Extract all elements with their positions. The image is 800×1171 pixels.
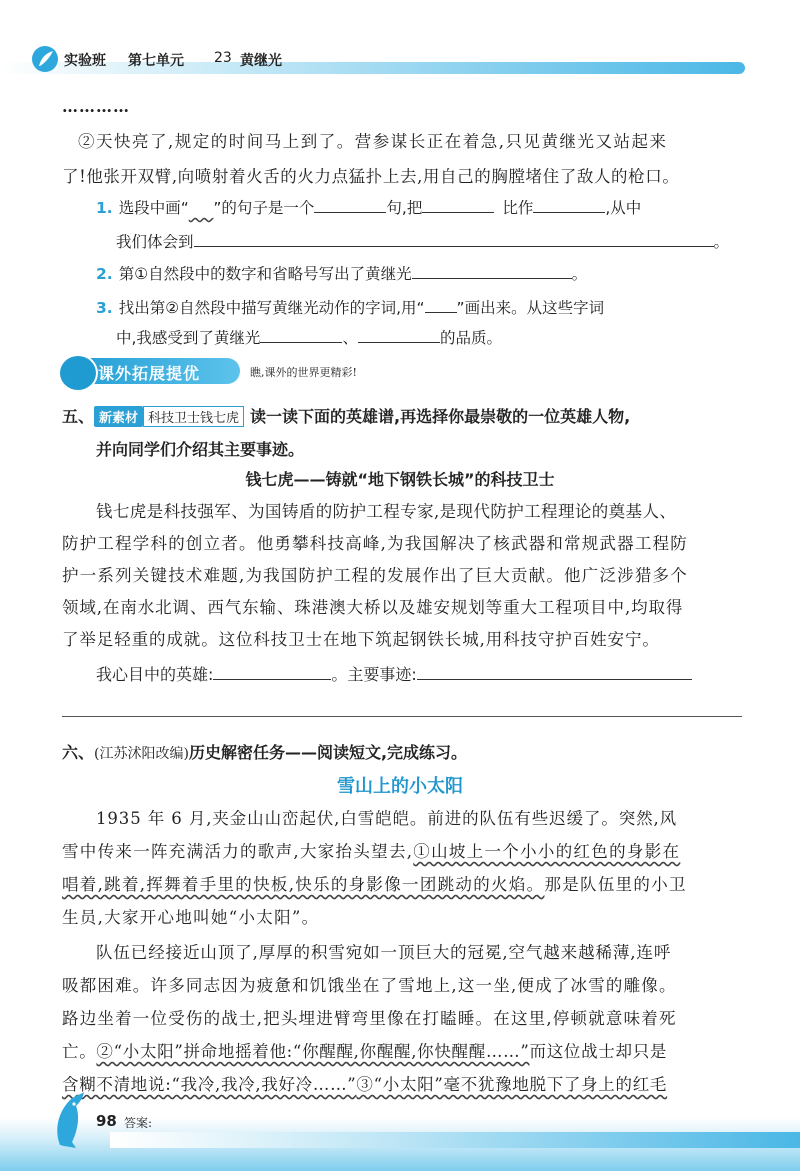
new-material-badge: 新素材 (94, 406, 143, 427)
story-text: 那是队伍里的小卫 (544, 875, 687, 894)
question-text: ”的句子是一个 (213, 199, 315, 217)
footer-bar (110, 1132, 800, 1148)
question-text: 我们体会到 (116, 233, 194, 251)
story-title: 雪山上的小太阳 (337, 776, 463, 797)
passage-line: 防护工程学科的创立者。他勇攀科技高峰,为我国解决了核武器和常规武器工程防 (62, 534, 688, 553)
answer-blank[interactable] (260, 328, 342, 343)
passage-line: 领域,在南水北调、西气东输、珠港澳大桥以及雄安规划等重大工程项目中,均取得 (62, 598, 684, 617)
wavy-underlined-sentence: ①山坡上一个小小的红色的身影在 (413, 842, 681, 861)
question-3 (96, 296, 604, 318)
wavy-underlined-sentence: ②“小太阳”拼命地摇着他:“你醒醒,你醒醒,你快醒醒……” (96, 1042, 530, 1061)
extension-section-tag (60, 358, 240, 384)
question-5-prompt (62, 404, 630, 427)
hero-label: 我心目中的英雄: (96, 665, 214, 684)
question-3-line2 (116, 326, 502, 348)
answer-blank[interactable] (213, 665, 331, 680)
ellipsis: ………… (62, 97, 130, 116)
story-text: 雪中传来一阵充满活力的歌声,大家抬头望去, (62, 842, 414, 861)
question-text: 。 (713, 233, 730, 251)
question-number: 六、 (62, 743, 95, 762)
answer-blank[interactable] (533, 198, 605, 213)
question-text: 句,把 (386, 199, 423, 217)
question-text: 读一读下面的英雄谱,再选择你最崇敬的一位英雄人物, (250, 407, 631, 426)
topic-badge: 科技卫士钱七虎 (143, 406, 244, 427)
question-1-line2 (116, 230, 729, 252)
question-number: 1. (96, 199, 113, 217)
wavy-underlined-sentence: ③“小太阳”毫不犹豫地脱下了身上的红毛 (356, 1075, 668, 1094)
header-bar (0, 62, 745, 74)
question-1 (96, 196, 641, 218)
answer-line[interactable] (62, 716, 742, 717)
lesson-number: 23 (214, 50, 232, 66)
underline-sample (425, 298, 457, 313)
answer-blank[interactable] (194, 232, 714, 247)
question-number: 3. (96, 299, 113, 317)
question-text: 找出第②自然段中描写黄继光动作的字词,用“ (118, 299, 425, 317)
page-number: 98 (96, 1112, 117, 1130)
story-line: 路边坐着一位受伤的战士,把头埋进臂弯里像在打瞌睡。在这里,停顿就意味着死 (62, 1009, 677, 1028)
story-line (62, 1038, 667, 1062)
story-text: 而这位战士却只是 (529, 1042, 668, 1061)
question-text: 历史解密任务——阅读短文,完成练习。 (188, 743, 468, 762)
question-text: 中,我感受到了黄继光 (116, 329, 261, 347)
question-2 (96, 262, 587, 284)
dolphin-icon (50, 1090, 90, 1150)
story-line: 队伍已经接近山顶了,厚厚的积雪宛如一顶巨大的冠冕,空气越来越稀薄,连呼 (96, 943, 672, 962)
question-number: 2. (96, 265, 113, 283)
wavy-underlined-sentence: 唱着,跳着,挥舞着手里的快板,快乐的身影像一团跳动的火焰。 (62, 875, 545, 894)
section-tag-label: 课外拓展提优 (98, 364, 201, 383)
answer-blank[interactable] (422, 198, 494, 213)
question-5-prompt-line2: 并向同学们介绍其主要事迹。 (96, 440, 305, 459)
question-text: 。 (571, 265, 588, 283)
story-line (62, 1071, 667, 1095)
answer-blank[interactable] (412, 264, 572, 279)
passage-line: 了举足轻重的成就。这位科技卫士在地下筑起钢铁长城,用科技守护百姓安宁。 (62, 630, 660, 649)
story-line: 吸都困难。许多同志因为疲惫和饥饿坐在了雪地上,这一坐,便成了冰雪的雕像。 (62, 976, 677, 995)
passage-line: 钱七虎是科技强军、为国铸盾的防护工程专家,是现代防护工程理论的奠基人、 (96, 502, 677, 521)
answer-blank[interactable] (417, 665, 692, 680)
section-icon (58, 354, 98, 392)
question-text: 的品质。 (439, 329, 502, 347)
hero-answer-line (96, 662, 692, 685)
answer-blank[interactable] (358, 328, 440, 343)
passage-line: 护一系列关键技术难题,为我国防护工程的发展作出了巨大贡献。他广泛涉猎多个 (62, 566, 688, 585)
question-source: (江苏沭阳改编) (94, 746, 189, 762)
story-line: 生员,大家开心地叫她“小太阳”。 (62, 908, 320, 927)
story-text: 亡。 (62, 1042, 97, 1061)
answer-label: 答案: (124, 1116, 153, 1130)
wavy-underline-sample (189, 199, 214, 217)
section-note: 瞧,课外的世界更精彩! (250, 366, 357, 379)
passage-line: ②天快亮了,规定的时间马上到了。营参谋长正在着急,只见黄继光又站起来 (78, 132, 668, 151)
unit-name: 第七单元 (128, 53, 184, 69)
answer-blank[interactable] (314, 198, 386, 213)
lesson-title: 黄继光 (240, 53, 282, 69)
question-text: 比作 (502, 199, 534, 217)
passage-title: 钱七虎——铸就“地下钢铁长城”的科技卫士 (245, 470, 555, 489)
series-name: 实验班 (64, 53, 106, 69)
question-text: 选段中画“ (118, 199, 189, 217)
story-line (62, 838, 680, 862)
feather-logo-icon (32, 46, 58, 72)
question-text: 第①自然段中的数字和省略号写出了黄继光 (118, 265, 412, 283)
question-text: 、 (342, 329, 358, 347)
question-number: 五、 (62, 407, 95, 426)
passage-line: 了!他张开双臂,向喷射着火舌的火力点猛扑上去,用自己的胸膛堵住了敌人的枪口。 (62, 167, 680, 186)
deeds-label: 。主要事迹: (331, 665, 417, 684)
story-line: 1935 年 6 月,夹金山山峦起伏,白雪皑皑。前进的队伍有些迟缓了。突然,风 (96, 809, 678, 828)
question-text: ”画出来。从这些字词 (456, 299, 605, 317)
wavy-underlined-sentence: 含糊不清地说:“我冷,我冷,我好冷……” (62, 1075, 357, 1094)
question-6-prompt (62, 740, 467, 763)
story-line (62, 871, 687, 895)
question-text: ,从中 (605, 199, 642, 217)
